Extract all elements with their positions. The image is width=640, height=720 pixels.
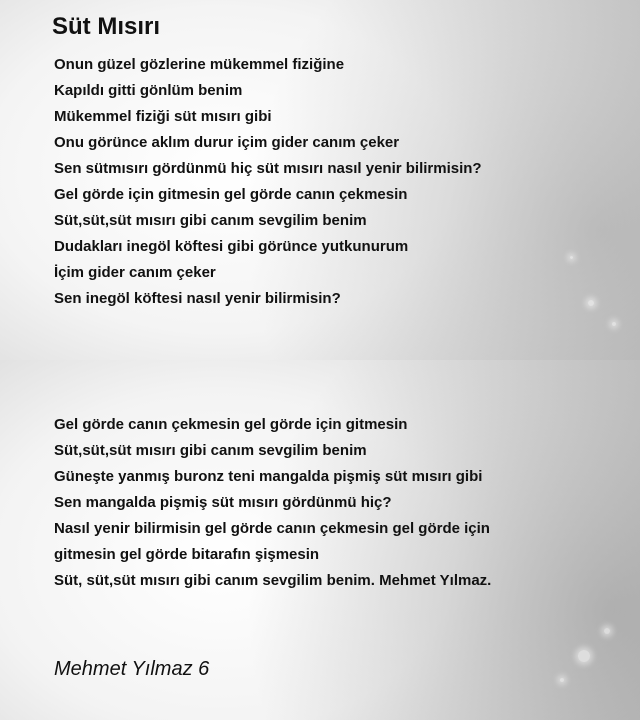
- poem-line: Kapıldı gitti gönlüm benim: [54, 82, 243, 99]
- poem-line: Gel görde canın çekmesin gel görde için gitmesin: [54, 416, 408, 433]
- bokeh-light: [570, 256, 573, 259]
- bokeh-light: [604, 628, 610, 634]
- author-signature: Mehmet Yılmaz 6: [54, 658, 210, 680]
- poem-stanza-2: [54, 412, 491, 594]
- poem-stanza-1: [54, 52, 482, 312]
- poem-line: Süt, süt,süt mısırı gibi canım sevgilim benim. Mehmet Yılmaz.: [54, 572, 492, 589]
- poem-line: Sen sütmısırı gördünmü hiç süt mısırı nasıl yenir bilirmisin?: [54, 160, 482, 177]
- poem-line: gitmesin gel görde bitarafın şişmesin: [54, 546, 320, 563]
- poem-line: Mükemmel fiziği süt mısırı gibi: [54, 108, 272, 125]
- bokeh-light: [588, 300, 594, 306]
- poem-line: Dudakları inegöl köftesi gibi görünce yutkunurum: [54, 238, 409, 255]
- poem-line: Sen mangalda pişmiş süt mısırı gördünmü hiç?: [54, 494, 392, 511]
- poem-panel-bottom: [0, 360, 640, 720]
- poem-line: Onun güzel gözlerine mükemmel fiziğine: [54, 56, 345, 73]
- poem-line: Güneşte yanmış buronz teni mangalda pişmiş süt mısırı gibi: [54, 468, 483, 485]
- poem-line: Onu görünce aklım durur içim gider canım çeker: [54, 134, 400, 151]
- poem-line: Süt,süt,süt mısırı gibi canım sevgilim benim: [54, 212, 367, 229]
- poem-line: Gel görde için gitmesin gel görde canın çekmesin: [54, 186, 408, 203]
- bokeh-light: [560, 678, 564, 682]
- bokeh-light: [612, 322, 616, 326]
- poem-title: Süt Mısırı: [52, 13, 161, 40]
- poem-line: Nasıl yenir bilirmisin gel görde canın çekmesin gel görde için: [54, 520, 490, 537]
- poem-line: Süt,süt,süt mısırı gibi canım sevgilim benim: [54, 442, 367, 459]
- poem-line: İçim gider canım çeker: [54, 264, 216, 281]
- bokeh-light: [578, 650, 590, 662]
- poem-line: Sen inegöl köftesi nasıl yenir bilirmisin?: [54, 290, 341, 307]
